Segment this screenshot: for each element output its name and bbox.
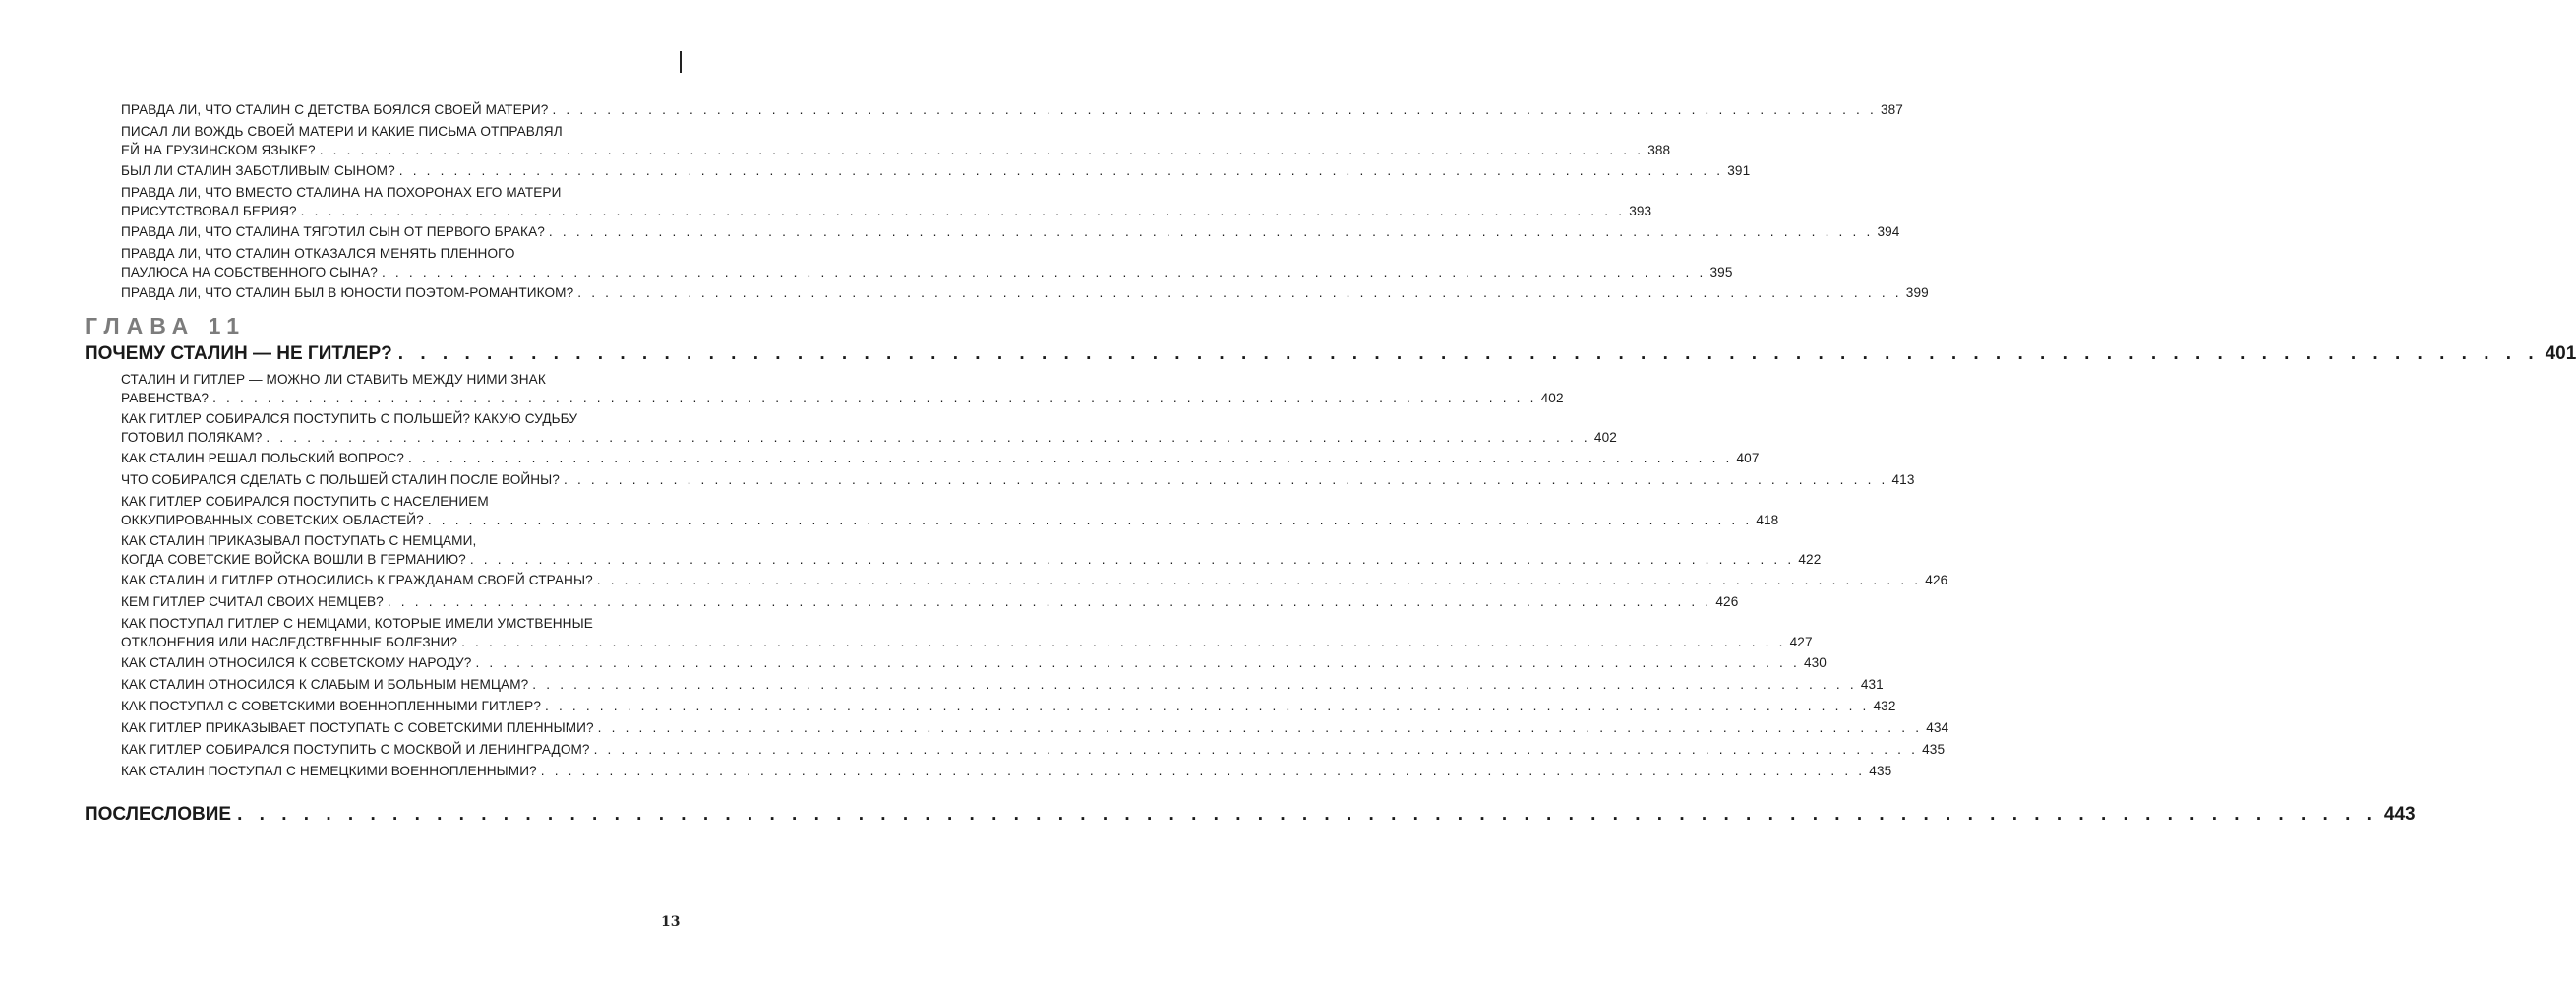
toc-entry[interactable] xyxy=(121,183,1652,220)
toc-entry-title-line: ПРАВДА ЛИ, ЧТО СТАЛИН С ДЕТСТВА БОЯЛСЯ СВОЕЙ МАТЕРИ? xyxy=(121,102,549,117)
dot-leader: . . . . . . . . . . . . . . . . . . . . . . . . . . . . . . . . . . . . . . . . . . . . . . . . . . . . . . . . . . . . . . . . . . . . . . . . . . . . . . . . . . . . . . . . . . . . . . . . . xyxy=(319,143,1645,157)
toc-entry-title-line: КАК СТАЛИН ОТНОСИЛСЯ К СОВЕТСКОМУ НАРОДУ? xyxy=(121,655,472,670)
toc-entry[interactable] xyxy=(121,653,1827,672)
toc-entry[interactable] xyxy=(121,100,1903,119)
toc-entry-page-number: 388 xyxy=(1647,143,1671,157)
dot-leader: . . . . . . . . . . . . . . . . . . . . . . . . . . . . . . . . . . . . . . . . . . . . . . . . . . . . . . . . . . . . . . . . . . . . . . . . . . . . . . . . . . . . . . . . . . . . . . . . . xyxy=(212,391,1537,405)
toc-entry[interactable] xyxy=(121,762,1892,780)
toc-entry-last-line xyxy=(121,161,1751,180)
chapter-label: ГЛАВА 11 xyxy=(85,313,246,338)
toc-entry-page-number: 430 xyxy=(1803,655,1827,670)
toc-entry-page-number: 432 xyxy=(1873,699,1896,713)
toc-entry-page-number: 387 xyxy=(1880,102,1903,117)
toc-entry-title-line: ЕЙ НА ГРУЗИНСКОМ ЯЗЫКЕ? xyxy=(121,143,316,157)
toc-entry-title-line: ПРАВДА ЛИ, ЧТО ВМЕСТО СТАЛИНА НА ПОХОРОНАХ ЕГО МАТЕРИ xyxy=(121,185,562,200)
dot-leader: . . . . . . . . . . . . . . . . . . . . . . . . . . . . . . . . . . . . . . . . . . . . . . . . . . . . . . . . . . . . . . . . . . . . . . . . . . . . . . . . . . . . . . . . . . . . . . . . . xyxy=(407,451,1733,465)
chapter-page-number: 401 xyxy=(2545,343,2576,364)
toc-entry-title-line: ПИСАЛ ЛИ ВОЖДЬ СВОЕЙ МАТЕРИ И КАКИЕ ПИСЬМА ОТПРАВЛЯЛ xyxy=(121,124,563,139)
dot-leader: . . . . . . . . . . . . . . . . . . . . . . . . . . . . . . . . . . . . . . . . . . . . . . . . . . . . . . . . . . . . . . . . . . . . . . . . . . . . . . . . . . . . . . . . . . . . . . . . . xyxy=(237,804,2378,825)
toc-entry[interactable] xyxy=(121,283,1929,302)
toc-entry-title-line: КАК ГИТЛЕР ПРИКАЗЫВАЕТ ПОСТУПАТЬ С СОВЕТСКИМИ ПЛЕННЫМИ? xyxy=(121,720,594,735)
toc-entry-title-line: КАК СТАЛИН ПРИКАЗЫВАЛ ПОСТУПАТЬ С НЕМЦАМИ, xyxy=(121,533,477,548)
toc-entry[interactable] xyxy=(121,531,1822,569)
dot-leader: . . . . . . . . . . . . . . . . . . . . . . . . . . . . . . . . . . . . . . . . . . . . . . . . . . . . . . . . . . . . . . . . . . . . . . . . . . . . . . . . . . . . . . . . . . . . . . . . . xyxy=(469,552,1795,567)
toc-entry-last-line xyxy=(121,202,1652,220)
toc-entry-title-line: ОККУПИРОВАННЫХ СОВЕТСКИХ ОБЛАСТЕЙ? xyxy=(121,513,424,527)
toc-entry-title-line: КАК ГИТЛЕР СОБИРАЛСЯ ПОСТУПИТЬ С ПОЛЬШЕЙ? КАКУЮ СУДЬБУ xyxy=(121,411,578,426)
toc-entry-title-line: КАК СТАЛИН ОТНОСИЛСЯ К СЛАБЫМ И БОЛЬНЫМ НЕМЦАМ? xyxy=(121,677,529,692)
toc-entry-last-line xyxy=(121,697,1896,715)
toc-entry-last-line xyxy=(121,633,1813,651)
dot-leader: . . . . . . . . . . . . . . . . . . . . . . . . . . . . . . . . . . . . . . . . . . . . . . . . . . . . . . . . . . . . . . . . . . . . . . . . . . . . . . . . . . . . . . . . . . . . . . . . . xyxy=(540,764,1866,778)
dot-leader: . . . . . . . . . . . . . . . . . . . . . . . . . . . . . . . . . . . . . . . . . . . . . . . . . . . . . . . . . . . . . . . . . . . . . . . . . . . . . . . . . . . . . . . . . . . . . . . . . xyxy=(398,163,1724,178)
chapter-title: ПОЧЕМУ СТАЛИН — НЕ ГИТЛЕР? xyxy=(85,343,392,364)
toc-entry[interactable] xyxy=(121,718,1949,737)
toc-entry-last-line xyxy=(121,762,1892,780)
toc-entry-title-line: ПРАВДА ЛИ, ЧТО СТАЛИНА ТЯГОТИЛ СЫН ОТ ПЕРВОГО БРАКА? xyxy=(121,224,545,239)
toc-entry[interactable] xyxy=(121,592,1739,611)
toc-entry-title-line: КАК СТАЛИН ПОСТУПАЛ С НЕМЕЦКИМИ ВОЕННОПЛЕННЫМИ? xyxy=(121,764,537,778)
toc-entry-page-number: 407 xyxy=(1736,451,1760,465)
toc-entry-page-number: 435 xyxy=(1869,764,1892,778)
toc-entry-last-line xyxy=(121,653,1827,672)
toc-entry-page-number: 402 xyxy=(1540,391,1564,405)
dot-leader: . . . . . . . . . . . . . . . . . . . . . . . . . . . . . . . . . . . . . . . . . . . . . . . . . . . . . . . . . . . . . . . . . . . . . . . . . . . . . . . . . . . . . . . . . . . . . . . . . xyxy=(427,513,1753,527)
dot-leader: . . . . . . . . . . . . . . . . . . . . . . . . . . . . . . . . . . . . . . . . . . . . . . . . . . . . . . . . . . . . . . . . . . . . . . . . . . . . . . . . . . . . . . . . . . . . . . . . . xyxy=(552,102,1877,117)
toc-entry-page-number: 418 xyxy=(1756,513,1779,527)
toc-entry-last-line xyxy=(121,470,1915,489)
toc-entry-page-number: 426 xyxy=(1715,594,1739,609)
dot-leader: . . . . . . . . . . . . . . . . . . . . . . . . . . . . . . . . . . . . . . . . . . . . . . . . . . . . . . . . . . . . . . . . . . . . . . . . . . . . . . . . . . . . . . . . . . . . . . . . . xyxy=(300,204,1626,218)
dot-leader: . . . . . . . . . . . . . . . . . . . . . . . . . . . . . . . . . . . . . . . . . . . . . . . . . . . . . . . . . . . . . . . . . . . . . . . . . . . . . . . . . . . . . . . . . . . . . . . . . xyxy=(266,430,1590,445)
toc-entry[interactable] xyxy=(121,161,1751,180)
toc-entry-title-line: ОТКЛОНЕНИЯ ИЛИ НАСЛЕДСТВЕННЫЕ БОЛЕЗНИ? xyxy=(121,635,458,649)
toc-entry[interactable] xyxy=(121,571,1948,589)
dot-leader: . . . . . . . . . . . . . . . . . . . . . . . . . . . . . . . . . . . . . . . . . . . . . . . . . . . . . . . . . . . . . . . . . . . . . . . . . . . . . . . . . . . . . . . . . . . . . . . . . xyxy=(548,224,1874,239)
toc-entry-page-number: 394 xyxy=(1877,224,1900,239)
toc-entry[interactable] xyxy=(121,244,1733,281)
toc-entry-title-line: КЕМ ГИТЛЕР СЧИТАЛ СВОИХ НЕМЦЕВ? xyxy=(121,594,384,609)
toc-entry[interactable] xyxy=(121,675,1884,694)
toc-entry-page-number: 422 xyxy=(1798,552,1822,567)
dot-leader: . . . . . . . . . . . . . . . . . . . . . . . . . . . . . . . . . . . . . . . . . . . . . . . . . . . . . . . . . . . . . . . . . . . . . . . . . . . . . . . . . . . . . . . . . . . . . . . . . xyxy=(387,594,1712,609)
toc-entry-page-number: 427 xyxy=(1789,635,1813,649)
toc-entry-title-line: ГОТОВИЛ ПОЛЯКАМ? xyxy=(121,430,263,445)
dot-leader: . . . . . . . . . . . . . . . . . . . . . . . . . . . . . . . . . . . . . . . . . . . . . . . . . . . . . . . . . . . . . . . . . . . . . . . . . . . . . . . . . . . . . . . . . . . . . . . . . xyxy=(381,265,1707,279)
toc-entry[interactable] xyxy=(121,740,1946,759)
toc-entry[interactable] xyxy=(121,470,1915,489)
dot-leader: . . . . . . . . . . . . . . . . . . . . . . . . . . . . . . . . . . . . . . . . . . . . . . . . . . . . . . . . . . . . . . . . . . . . . . . . . . . . . . . . . . . . . . . . . . . . . . . . . xyxy=(596,573,1922,587)
toc-entry-last-line xyxy=(121,550,1822,569)
toc-entry-page-number: 391 xyxy=(1727,163,1751,178)
dot-leader: . . . . . . . . . . . . . . . . . . . . . . . . . . . . . . . . . . . . . . . . . . . . . . . . . . . . . . . . . . . . . . . . . . . . . . . . . . . . . . . . . . . . . . . . . . . . . . . . . xyxy=(544,699,1870,713)
toc-entry-last-line xyxy=(121,571,1948,589)
toc-entry-title-line: КАК ГИТЛЕР СОБИРАЛСЯ ПОСТУПИТЬ С НАСЕЛЕНИЕМ xyxy=(121,494,489,509)
toc-entry-last-line xyxy=(121,449,1760,467)
dot-leader: . . . . . . . . . . . . . . . . . . . . . . . . . . . . . . . . . . . . . . . . . . . . . . . . . . . . . . . . . . . . . . . . . . . . . . . . . . . . . . . . . . . . . . . . . . . . . . . . . xyxy=(597,720,1923,735)
toc-entry-page-number: 435 xyxy=(1922,742,1946,757)
toc-entry-title-line: ПРАВДА ЛИ, ЧТО СТАЛИН БЫЛ В ЮНОСТИ ПОЭТОМ-РОМАНТИКОМ? xyxy=(121,285,574,300)
dot-leader: . . . . . . . . . . . . . . . . . . . . . . . . . . . . . . . . . . . . . . . . . . . . . . . . . . . . . . . . . . . . . . . . . . . . . . . . . . . . . . . . . . . . . . . . . . . . . . . . . xyxy=(475,655,1800,670)
toc-entry-last-line xyxy=(121,675,1884,694)
afterword-page-number: 443 xyxy=(2383,804,2416,825)
toc-entry-last-line xyxy=(121,141,1671,159)
toc-entry[interactable] xyxy=(121,409,1617,447)
toc-entry-page-number: 434 xyxy=(1926,720,1949,735)
afterword-row[interactable] xyxy=(85,804,2416,826)
toc-entry-last-line xyxy=(121,511,1779,529)
toc-entry-title-line: РАВЕНСТВА? xyxy=(121,391,210,405)
toc-entry-page-number: 402 xyxy=(1593,430,1617,445)
toc-entry-last-line xyxy=(121,389,1564,407)
toc-entry-page-number: 399 xyxy=(1905,285,1929,300)
dot-leader: . . . . . . . . . . . . . . . . . . . . . . . . . . . . . . . . . . . . . . . . . . . . . . . . . . . . . . . . . . . . . . . . . . . . . . . . . . . . . . . . . . . . . . . . . . . . . . . . . xyxy=(397,343,2540,364)
toc-entry-last-line xyxy=(121,428,1617,447)
toc-entry[interactable] xyxy=(121,614,1813,651)
toc-entry-title-line: КАК ПОСТУПАЛ С СОВЕТСКИМИ ВОЕННОПЛЕННЫМИ ГИТЛЕР? xyxy=(121,699,541,713)
toc-entry-page-number: 413 xyxy=(1891,472,1915,487)
toc-entry-page-number: 426 xyxy=(1925,573,1948,587)
toc-entry-last-line xyxy=(121,592,1739,611)
page-number: 13 xyxy=(661,914,681,930)
toc-entry[interactable] xyxy=(121,370,1564,407)
toc-entry-title-line: ПАУЛЮСА НА СОБСТВЕННОГО СЫНА? xyxy=(121,265,378,279)
afterword-title: ПОСЛЕСЛОВИЕ xyxy=(85,804,232,825)
toc-entry-last-line xyxy=(121,222,1900,241)
toc-entry-title-line: КАК СТАЛИН И ГИТЛЕР ОТНОСИЛИСЬ К ГРАЖДАНАМ СВОЕЙ СТРАНЫ? xyxy=(121,573,593,587)
toc-entry-title-line: КОГДА СОВЕТСКИЕ ВОЙСКА ВОШЛИ В ГЕРМАНИЮ? xyxy=(121,552,466,567)
toc-entry-last-line xyxy=(121,283,1929,302)
toc-entry[interactable] xyxy=(121,492,1779,529)
toc-entry-last-line xyxy=(121,718,1949,737)
toc-entry-page-number: 431 xyxy=(1860,677,1884,692)
toc-entry[interactable] xyxy=(121,449,1760,467)
toc-entry-last-line xyxy=(121,100,1903,119)
toc-entry-title-line: ПРИСУТСТВОВАЛ БЕРИЯ? xyxy=(121,204,297,218)
toc-entry-title-line: КАК СТАЛИН РЕШАЛ ПОЛЬСКИЙ ВОПРОС? xyxy=(121,451,404,465)
toc-entry[interactable] xyxy=(121,697,1896,715)
toc-entry-last-line xyxy=(121,740,1946,759)
dot-leader: . . . . . . . . . . . . . . . . . . . . . . . . . . . . . . . . . . . . . . . . . . . . . . . . . . . . . . . . . . . . . . . . . . . . . . . . . . . . . . . . . . . . . . . . . . . . . . . . . xyxy=(563,472,1888,487)
toc-entry-last-line xyxy=(121,263,1733,281)
toc-entry-title-line: КАК ГИТЛЕР СОБИРАЛСЯ ПОСТУПИТЬ С МОСКВОЙ И ЛЕНИНГРАДОМ? xyxy=(121,742,590,757)
toc-entry-title-line: ЧТО СОБИРАЛСЯ СДЕЛАТЬ С ПОЛЬШЕЙ СТАЛИН ПОСЛЕ ВОЙНЫ? xyxy=(121,472,560,487)
dot-leader: . . . . . . . . . . . . . . . . . . . . . . . . . . . . . . . . . . . . . . . . . . . . . . . . . . . . . . . . . . . . . . . . . . . . . . . . . . . . . . . . . . . . . . . . . . . . . . . . . xyxy=(593,742,1919,757)
toc-entry[interactable] xyxy=(121,222,1900,241)
toc-entry-page-number: 395 xyxy=(1709,265,1733,279)
toc-entry[interactable] xyxy=(121,122,1671,159)
toc-entry-page-number: 393 xyxy=(1629,204,1652,218)
toc-entry-title-line: КАК ПОСТУПАЛ ГИТЛЕР С НЕМЦАМИ, КОТОРЫЕ ИМЕЛИ УМСТВЕННЫЕ xyxy=(121,616,593,631)
chapter-title-row[interactable] xyxy=(85,343,2576,365)
dot-leader: . . . . . . . . . . . . . . . . . . . . . . . . . . . . . . . . . . . . . . . . . . . . . . . . . . . . . . . . . . . . . . . . . . . . . . . . . . . . . . . . . . . . . . . . . . . . . . . . . xyxy=(577,285,1902,300)
toc-entry-title-line: ПРАВДА ЛИ, ЧТО СТАЛИН ОТКАЗАЛСЯ МЕНЯТЬ ПЛЕННОГО xyxy=(121,246,515,261)
dot-leader: . . . . . . . . . . . . . . . . . . . . . . . . . . . . . . . . . . . . . . . . . . . . . . . . . . . . . . . . . . . . . . . . . . . . . . . . . . . . . . . . . . . . . . . . . . . . . . . . . xyxy=(461,635,1786,649)
dot-leader: . . . . . . . . . . . . . . . . . . . . . . . . . . . . . . . . . . . . . . . . . . . . . . . . . . . . . . . . . . . . . . . . . . . . . . . . . . . . . . . . . . . . . . . . . . . . . . . . . xyxy=(532,677,1857,692)
toc-entry-title-line: СТАЛИН И ГИТЛЕР — МОЖНО ЛИ СТАВИТЬ МЕЖДУ НИМИ ЗНАК xyxy=(121,372,546,387)
toc-entry-title-line: БЫЛ ЛИ СТАЛИН ЗАБОТЛИВЫМ СЫНОМ? xyxy=(121,163,395,178)
